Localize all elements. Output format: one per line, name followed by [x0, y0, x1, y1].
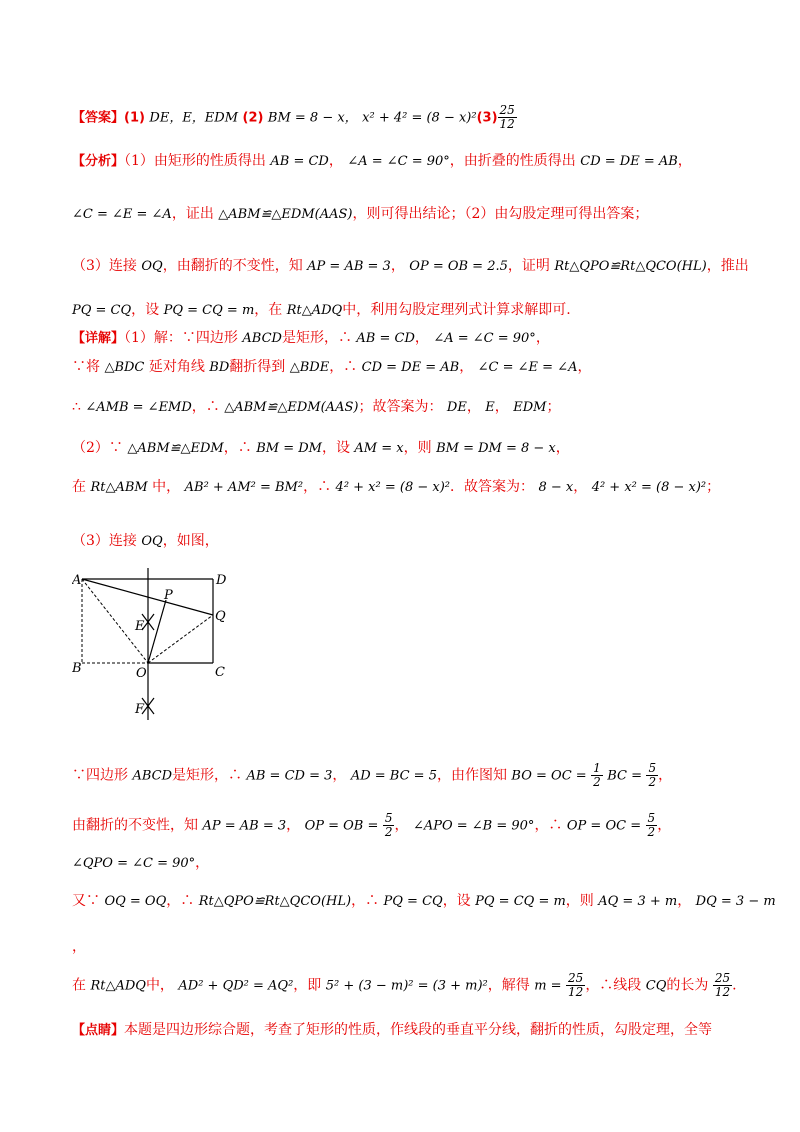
analysis-line-1: [72, 150, 692, 170]
fraction-numerator: 1: [593, 761, 601, 775]
text: ∴: [72, 399, 81, 415]
analysis-tag: 【分析】: [72, 154, 125, 169]
analysis-line-2: [72, 203, 648, 223]
fraction: [383, 812, 395, 839]
detail-line-4: [72, 437, 570, 457]
fraction-denominator: 12: [714, 985, 731, 999]
math: AM = x: [354, 441, 404, 456]
detail-line-11: [72, 936, 86, 956]
text: ，: [658, 767, 673, 784]
detail-line-8: [72, 812, 671, 839]
math: BM = DM = 8 − x: [436, 441, 556, 456]
text: 的长为: [666, 977, 709, 994]
math: EDM: [513, 400, 547, 415]
detail-line-9: [72, 852, 209, 872]
text: 由翻折的不变性，知: [72, 817, 198, 834]
math: OQ: [141, 259, 163, 274]
math: E: [485, 400, 495, 415]
math: AP = AB = 3: [307, 259, 391, 274]
text: 中，利用勾股定理列式计算求解即可.: [342, 302, 571, 318]
rectangle-fold-diagram: [72, 568, 228, 723]
math: △ABM≌△EDM(AAS): [224, 400, 359, 415]
text: ∵四边形: [72, 767, 128, 784]
text: ，: [195, 855, 210, 871]
detail-line-5: [72, 476, 720, 496]
math: OP = OB =: [304, 818, 379, 834]
text: ，解得: [487, 977, 530, 994]
answer-part3-label: (3): [476, 110, 498, 126]
math: ∠A = ∠C = 90°: [433, 331, 536, 346]
math: AD² + QD² = AQ²: [178, 978, 294, 994]
text: ，: [390, 258, 405, 274]
math: AB = CD = 3: [246, 768, 333, 784]
detail-line-12: [72, 972, 737, 999]
text: ，∴: [223, 440, 252, 456]
text: ，∴: [534, 817, 563, 834]
fraction-denominator: 2: [593, 775, 601, 789]
text: 在: [72, 479, 86, 495]
answer-line: [72, 104, 517, 131]
fraction-numerator: 5: [384, 811, 393, 825]
text: ，设: [131, 302, 160, 318]
text: ，: [332, 767, 347, 784]
label-E: E: [135, 619, 145, 634]
math: ∠AMB = ∠EMD: [85, 400, 192, 415]
text: ，: [328, 153, 343, 169]
math: AB² + AM² = BM²: [184, 480, 304, 495]
fraction-numerator: 25: [714, 971, 731, 985]
math: ∠A = ∠C = 90°: [347, 154, 450, 169]
text: 在: [72, 977, 86, 994]
fraction-numerator: 25: [568, 971, 584, 985]
text: 是矩形，∴: [172, 767, 243, 784]
text: ，由折叠的性质得出: [449, 153, 576, 169]
answer-part3-fraction: [498, 104, 517, 131]
math: 4² + x² = (8 − x)²: [591, 480, 707, 495]
math: ∠QPO = ∠C = 90°: [72, 856, 196, 871]
math: PQ = CQ: [383, 894, 443, 909]
text: （1）由矩形的性质得出: [124, 153, 266, 169]
label-A: A: [72, 573, 82, 588]
fraction-denominator: 2: [384, 825, 393, 839]
math: OP = OC =: [566, 818, 642, 834]
text: .: [732, 977, 737, 994]
math: 8 − x: [538, 480, 574, 495]
text: ；故答案为：: [358, 399, 443, 415]
math: Rt△ABM: [90, 480, 148, 495]
answer-part2a: BM = 8 − x，: [267, 110, 358, 126]
math: △ABM≌△EDM(AAS): [218, 207, 353, 222]
fraction: [646, 762, 658, 789]
text: ，: [494, 399, 509, 415]
text: ，∴: [329, 359, 358, 375]
math: PQ = CQ: [72, 303, 132, 318]
answer-part2b: x² + 4² = (8 − x)²: [362, 110, 477, 126]
math: 4² + x² = (8 − x)²: [335, 480, 451, 495]
detail-tag: 【详解】: [72, 331, 125, 346]
text: ，设: [321, 440, 350, 456]
detail-line-6: [72, 530, 219, 550]
text: （3）连接: [72, 533, 137, 549]
text: ，如图，: [162, 533, 219, 549]
text: （1）解：∵四边形: [124, 330, 238, 346]
math: ∠C = ∠E = ∠A: [72, 207, 172, 222]
text: 是矩形，∴: [281, 330, 352, 346]
math: BD: [209, 360, 230, 375]
comment-tag: 【点睛】: [72, 1023, 125, 1038]
label-C: C: [215, 665, 225, 680]
fraction: [566, 972, 585, 999]
text: ，∴: [351, 893, 380, 909]
math: △BDE: [289, 360, 330, 375]
detail-line-10: [72, 890, 776, 910]
math: CD = DE = AB: [580, 154, 678, 169]
math: CD = DE = AB: [361, 360, 460, 375]
text: ；: [706, 479, 721, 495]
answer-part2-label: (2): [242, 110, 264, 126]
text: ，则: [565, 893, 594, 909]
text: ，: [577, 359, 592, 375]
text: 翻折得到: [229, 359, 286, 375]
fraction: [646, 812, 658, 839]
text: ，则可得出结论；（2）由勾股定理可得出答案；: [352, 206, 649, 222]
text: （3）连接: [72, 258, 137, 274]
math: 5² + (3 − m)² = (3 + m)²: [325, 978, 488, 994]
comment-text: 本题是四边形综合题，考查了矩形的性质，作线段的垂直平分线，翻折的性质，勾股定理，全等: [124, 1022, 713, 1038]
label-F: F: [135, 702, 145, 717]
segment-OQ-dashed: [148, 615, 213, 663]
text: ，: [555, 440, 570, 456]
text: ．故答案为：: [450, 479, 535, 495]
text: ，: [466, 399, 481, 415]
math: Rt△QPO≌Rt△QCO(HL): [198, 894, 352, 909]
math: AP = AB = 3: [202, 818, 287, 834]
math: AQ = 3 + m: [598, 894, 678, 909]
math: DE: [446, 400, 467, 415]
math: ∠APO = ∠B = 90°: [412, 818, 535, 834]
math: △ABM≌△EDM: [127, 441, 224, 456]
math: m =: [534, 978, 562, 994]
text: ，由翻折的不变性，知: [162, 258, 303, 274]
label-Q: Q: [215, 609, 226, 624]
text: 延对角线: [148, 359, 205, 375]
text: ；: [546, 399, 561, 415]
detail-line-3: [72, 396, 560, 416]
math: BO = OC =: [511, 768, 587, 784]
answer-part1-label: (1): [124, 110, 145, 126]
text: （2）∵: [72, 440, 123, 456]
detail-line-7: [72, 762, 672, 789]
answer-part1: DE，E，EDM: [149, 110, 239, 126]
text: ，: [72, 939, 86, 955]
text: ，证出: [171, 206, 214, 222]
detail-line-2: [72, 356, 591, 376]
text: ，即: [293, 977, 322, 994]
text: ，∴: [303, 479, 332, 495]
fraction-denominator: 2: [647, 825, 656, 839]
text: ，: [657, 817, 672, 834]
math: OP = OB = 2.5: [409, 259, 508, 274]
fraction-denominator: 2: [648, 775, 657, 789]
fraction: [591, 762, 603, 789]
text: 中，: [145, 977, 174, 994]
math: AD = BC = 5: [350, 768, 437, 784]
math: BM = DM: [256, 441, 322, 456]
math: PQ = CQ = m: [475, 894, 566, 909]
text: ，在: [254, 302, 283, 318]
text: ，: [677, 153, 692, 169]
segment-OP: [148, 600, 166, 663]
math: Rt△QPO≌Rt△QCO(HL): [554, 259, 707, 274]
math: Rt△ADQ: [90, 978, 146, 994]
math: Rt△ADQ: [286, 303, 343, 318]
text: ，: [535, 330, 550, 346]
fraction: [713, 972, 732, 999]
detail-line-1: [72, 327, 550, 347]
text: ，: [394, 817, 409, 834]
math: AB = CD: [270, 154, 329, 169]
text: ，证明: [507, 258, 550, 274]
text: ，则: [403, 440, 432, 456]
fraction-denominator: 12: [568, 985, 584, 999]
text: ，设: [442, 893, 471, 909]
geometry-figure: [72, 568, 228, 723]
math: DQ = 3 − m: [695, 894, 776, 909]
text: ，: [677, 893, 692, 909]
text: ，∴: [191, 399, 220, 415]
label-P: P: [164, 588, 173, 603]
math: OQ = OQ: [104, 894, 167, 909]
text: ∵将: [72, 359, 100, 375]
fraction-denominator: 12: [499, 117, 515, 131]
text: ，∴: [166, 893, 195, 909]
label-B: B: [72, 661, 82, 676]
math: AB = CD: [356, 331, 415, 346]
text: ，: [573, 479, 588, 495]
text: 中，: [152, 479, 181, 495]
text: ，推出: [706, 258, 749, 274]
analysis-line-4: [72, 299, 571, 319]
math: ABCD: [132, 768, 173, 784]
fraction-numerator: 5: [647, 811, 656, 825]
text: ，: [459, 359, 474, 375]
math: BC =: [607, 768, 642, 784]
text: ，由作图知: [436, 767, 507, 784]
math: OQ: [141, 534, 163, 549]
math: CQ: [645, 978, 667, 994]
math: △BDC: [104, 360, 145, 375]
comment-line: [72, 1019, 712, 1039]
fraction-numerator: 25: [499, 103, 515, 117]
text: ，: [414, 330, 429, 346]
analysis-line-3: [72, 255, 749, 275]
answer-tag: 【答案】: [72, 110, 125, 126]
math: ∠C = ∠E = ∠A: [477, 360, 578, 375]
fraction-numerator: 5: [648, 761, 657, 775]
label-D: D: [216, 573, 227, 588]
label-O: O: [136, 666, 147, 681]
math: ABCD: [242, 331, 282, 346]
text: ，∴线段: [585, 977, 642, 994]
text: ，: [286, 817, 301, 834]
math: PQ = CQ = m: [163, 303, 255, 318]
text: 又∵: [72, 893, 100, 909]
